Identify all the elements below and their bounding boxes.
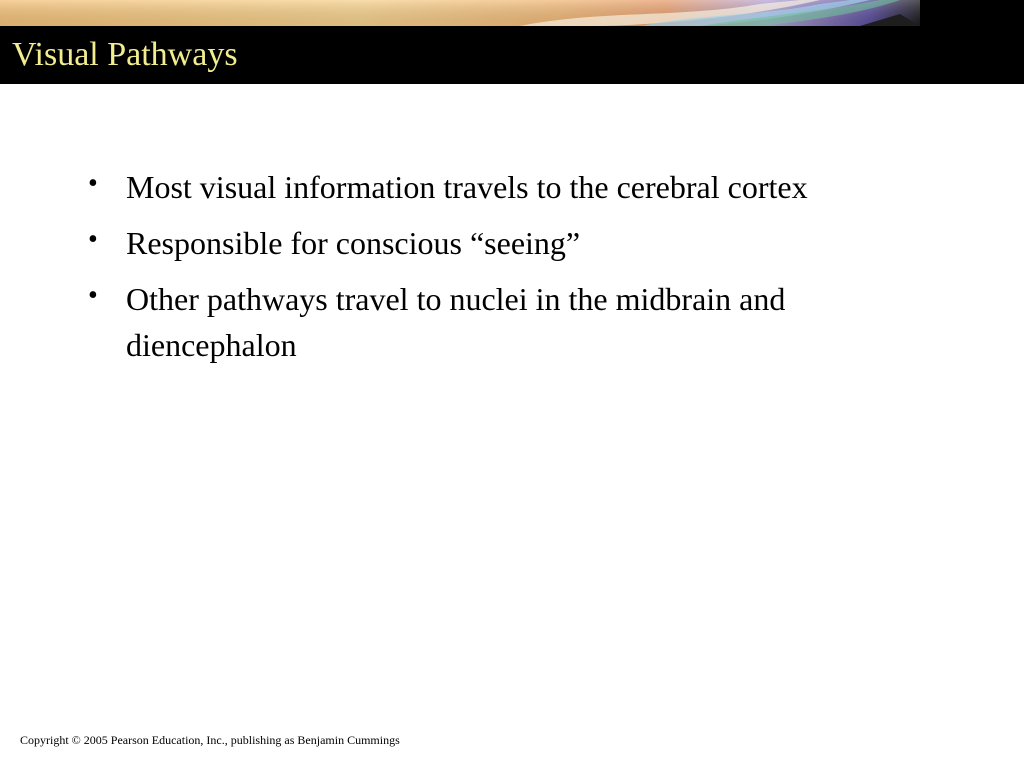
title-bar [0,26,1024,84]
bullet-icon: • [88,168,98,199]
copyright-footer: Copyright © 2005 Pearson Education, Inc., publishing as Benjamin Cummings [20,733,400,747]
bullet-text: Responsible for conscious “seeing” [126,225,581,261]
bullet-text: Most visual information travels to the cerebral cortex [126,169,808,205]
bullet-item [88,276,888,368]
bullet-item [88,164,888,210]
bullet-text: Other pathways travel to nuclei in the midbrain and diencephalon [126,281,786,363]
slide-title: Visual Pathways [12,36,238,73]
bullet-item [88,220,888,266]
bullet-icon: • [88,224,98,255]
header-banner-image [0,0,1024,26]
bullet-list [88,164,888,378]
bullet-icon: • [88,280,98,311]
banner-graphic [0,0,1024,26]
